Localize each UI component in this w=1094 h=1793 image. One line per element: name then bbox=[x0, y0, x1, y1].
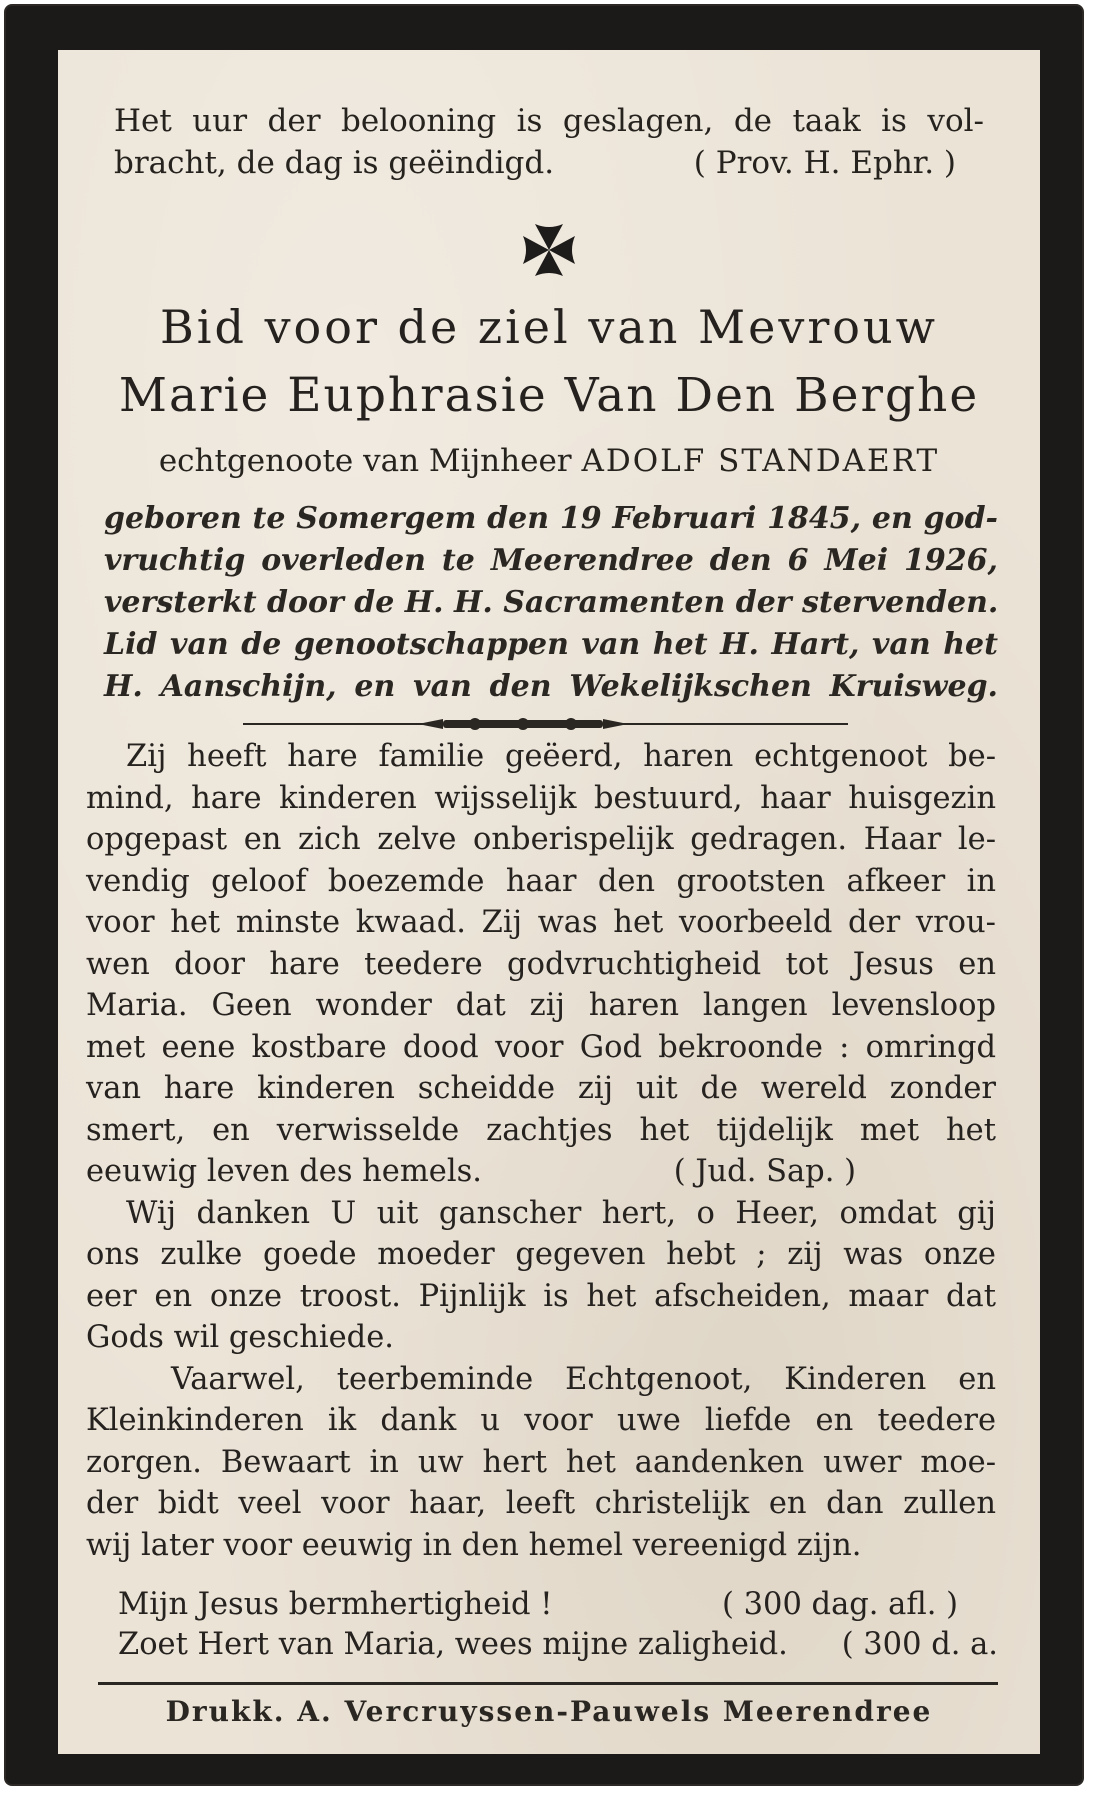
farewell-line: Vaarwel, teerbeminde Echtgenoot, Kinderen en bbox=[171, 1361, 996, 1397]
biography-line: geboren te Somergem den 19 Februari 1845, en god- bbox=[104, 501, 998, 536]
deceased-name: Marie Euphrasie Van Den Berghe bbox=[118, 368, 980, 423]
farewell-line: zorgen. Bewaart in uw hert het aandenken uwer moe- bbox=[86, 1444, 996, 1480]
prayer-heading: Bid voor de ziel van Mevrouw bbox=[159, 300, 939, 354]
eulogy-line: Zij heeft hare familie geëerd, haren echtgenoot be- bbox=[126, 739, 996, 774]
maltese-cross-icon bbox=[519, 220, 579, 280]
eulogy-line: mind, hare kinderen wijsselijk bestuurd, haar huisgezin bbox=[86, 780, 996, 816]
memorial-card-paper bbox=[58, 50, 1040, 1754]
spouse-line bbox=[58, 443, 1040, 479]
printer-divider bbox=[98, 1682, 998, 1685]
printer-credit: Drukk. A. Vercruyssen-Pauwels Meerendree bbox=[165, 1695, 933, 1728]
eulogy-line: van hare kinderen scheidde zij uit de wereld zonder bbox=[86, 1071, 996, 1106]
indulgenced-prayers bbox=[118, 1585, 998, 1665]
eulogy-line: voor het minste kwaad. Zij was het voorbeeld der vrou- bbox=[86, 905, 996, 940]
epigraph-reference: ( Prov. H. Ephr. ) bbox=[693, 145, 956, 181]
thanks-line: eer en onze troost. Pijnlijk is het afscheiden, maar dat bbox=[86, 1278, 996, 1314]
prayer-row bbox=[118, 1625, 998, 1665]
epigraph-line-2-row bbox=[114, 142, 984, 184]
eulogy-last-line: eeuwig leven des hemels. bbox=[86, 1154, 482, 1189]
eulogy-line: met eene kostbare dood voor God bekroonde : omringd bbox=[86, 1029, 996, 1065]
prayer-indulgence: ( 300 d. a. bbox=[841, 1627, 998, 1662]
biography-line: H. Aanschijn, en van den Wekelijkschen Kruisweg. bbox=[104, 669, 998, 704]
eulogy-reference: ( Jud. Sap. ) bbox=[673, 1154, 856, 1189]
eulogy-line: Maria. Geen wonder dat zij haren langen levensloop bbox=[86, 988, 996, 1023]
biography-line: vruchtig overleden te Meerendree den 6 Mei 1926, bbox=[104, 543, 998, 578]
prayer-text: Zoet Hert van Maria, wees mijne zaligheid. bbox=[118, 1627, 788, 1662]
thanks-last-line: Gods wil geschiede. bbox=[86, 1320, 394, 1355]
ornamental-divider bbox=[243, 716, 848, 732]
biography bbox=[104, 498, 998, 708]
epigraph-line-1: Het uur der belooning is geslagen, de taak is vol- bbox=[114, 103, 984, 139]
eulogy-last-line-row bbox=[86, 1151, 996, 1193]
eulogy-text bbox=[86, 736, 996, 1566]
spouse-prefix: echtgenoote van Mijnheer bbox=[158, 443, 572, 479]
spouse-name: ADOLF STANDAERT bbox=[581, 443, 940, 479]
epigraph bbox=[114, 100, 984, 184]
eulogy-line: vendig geloof boezemde haar den grootsten afkeer in bbox=[86, 863, 996, 899]
prayer-text: Mijn Jesus bermhertigheid ! bbox=[118, 1587, 553, 1622]
eulogy-line: opgepast en zich zelve onberispelijk gedragen. Haar le- bbox=[86, 822, 996, 857]
biography-line: Lid van de genootschappen van het H. Hart, van het bbox=[104, 627, 998, 662]
farewell-last-line: wij later voor eeuwig in den hemel vereenigd zijn. bbox=[86, 1527, 862, 1563]
eulogy-line: wen door hare teedere godvruchtigheid tot Jesus en bbox=[86, 946, 996, 982]
farewell-line: der bidt veel voor haar, leeft christelijk en dan zullen bbox=[86, 1486, 996, 1521]
thanks-line: Wij danken U uit ganscher hert, o Heer, omdat gij bbox=[126, 1195, 996, 1231]
memorial-card-border bbox=[6, 6, 1082, 1784]
eulogy-line: smert, en verwisselde zachtjes het tijdelijk met het bbox=[86, 1112, 996, 1148]
biography-line: versterkt door de H. H. Sacramenten der stervenden. bbox=[104, 585, 999, 620]
farewell-line: Kleinkinderen ik dank u voor uwe liefde en teedere bbox=[86, 1403, 996, 1438]
prayer-indulgence: ( 300 dag. afl. ) bbox=[722, 1587, 958, 1622]
thanks-line: ons zulke goede moeder gegeven hebt ; zij was onze bbox=[86, 1237, 996, 1272]
epigraph-line-2: bracht, de dag is geëindigd. bbox=[114, 145, 555, 181]
prayer-row bbox=[118, 1585, 998, 1625]
